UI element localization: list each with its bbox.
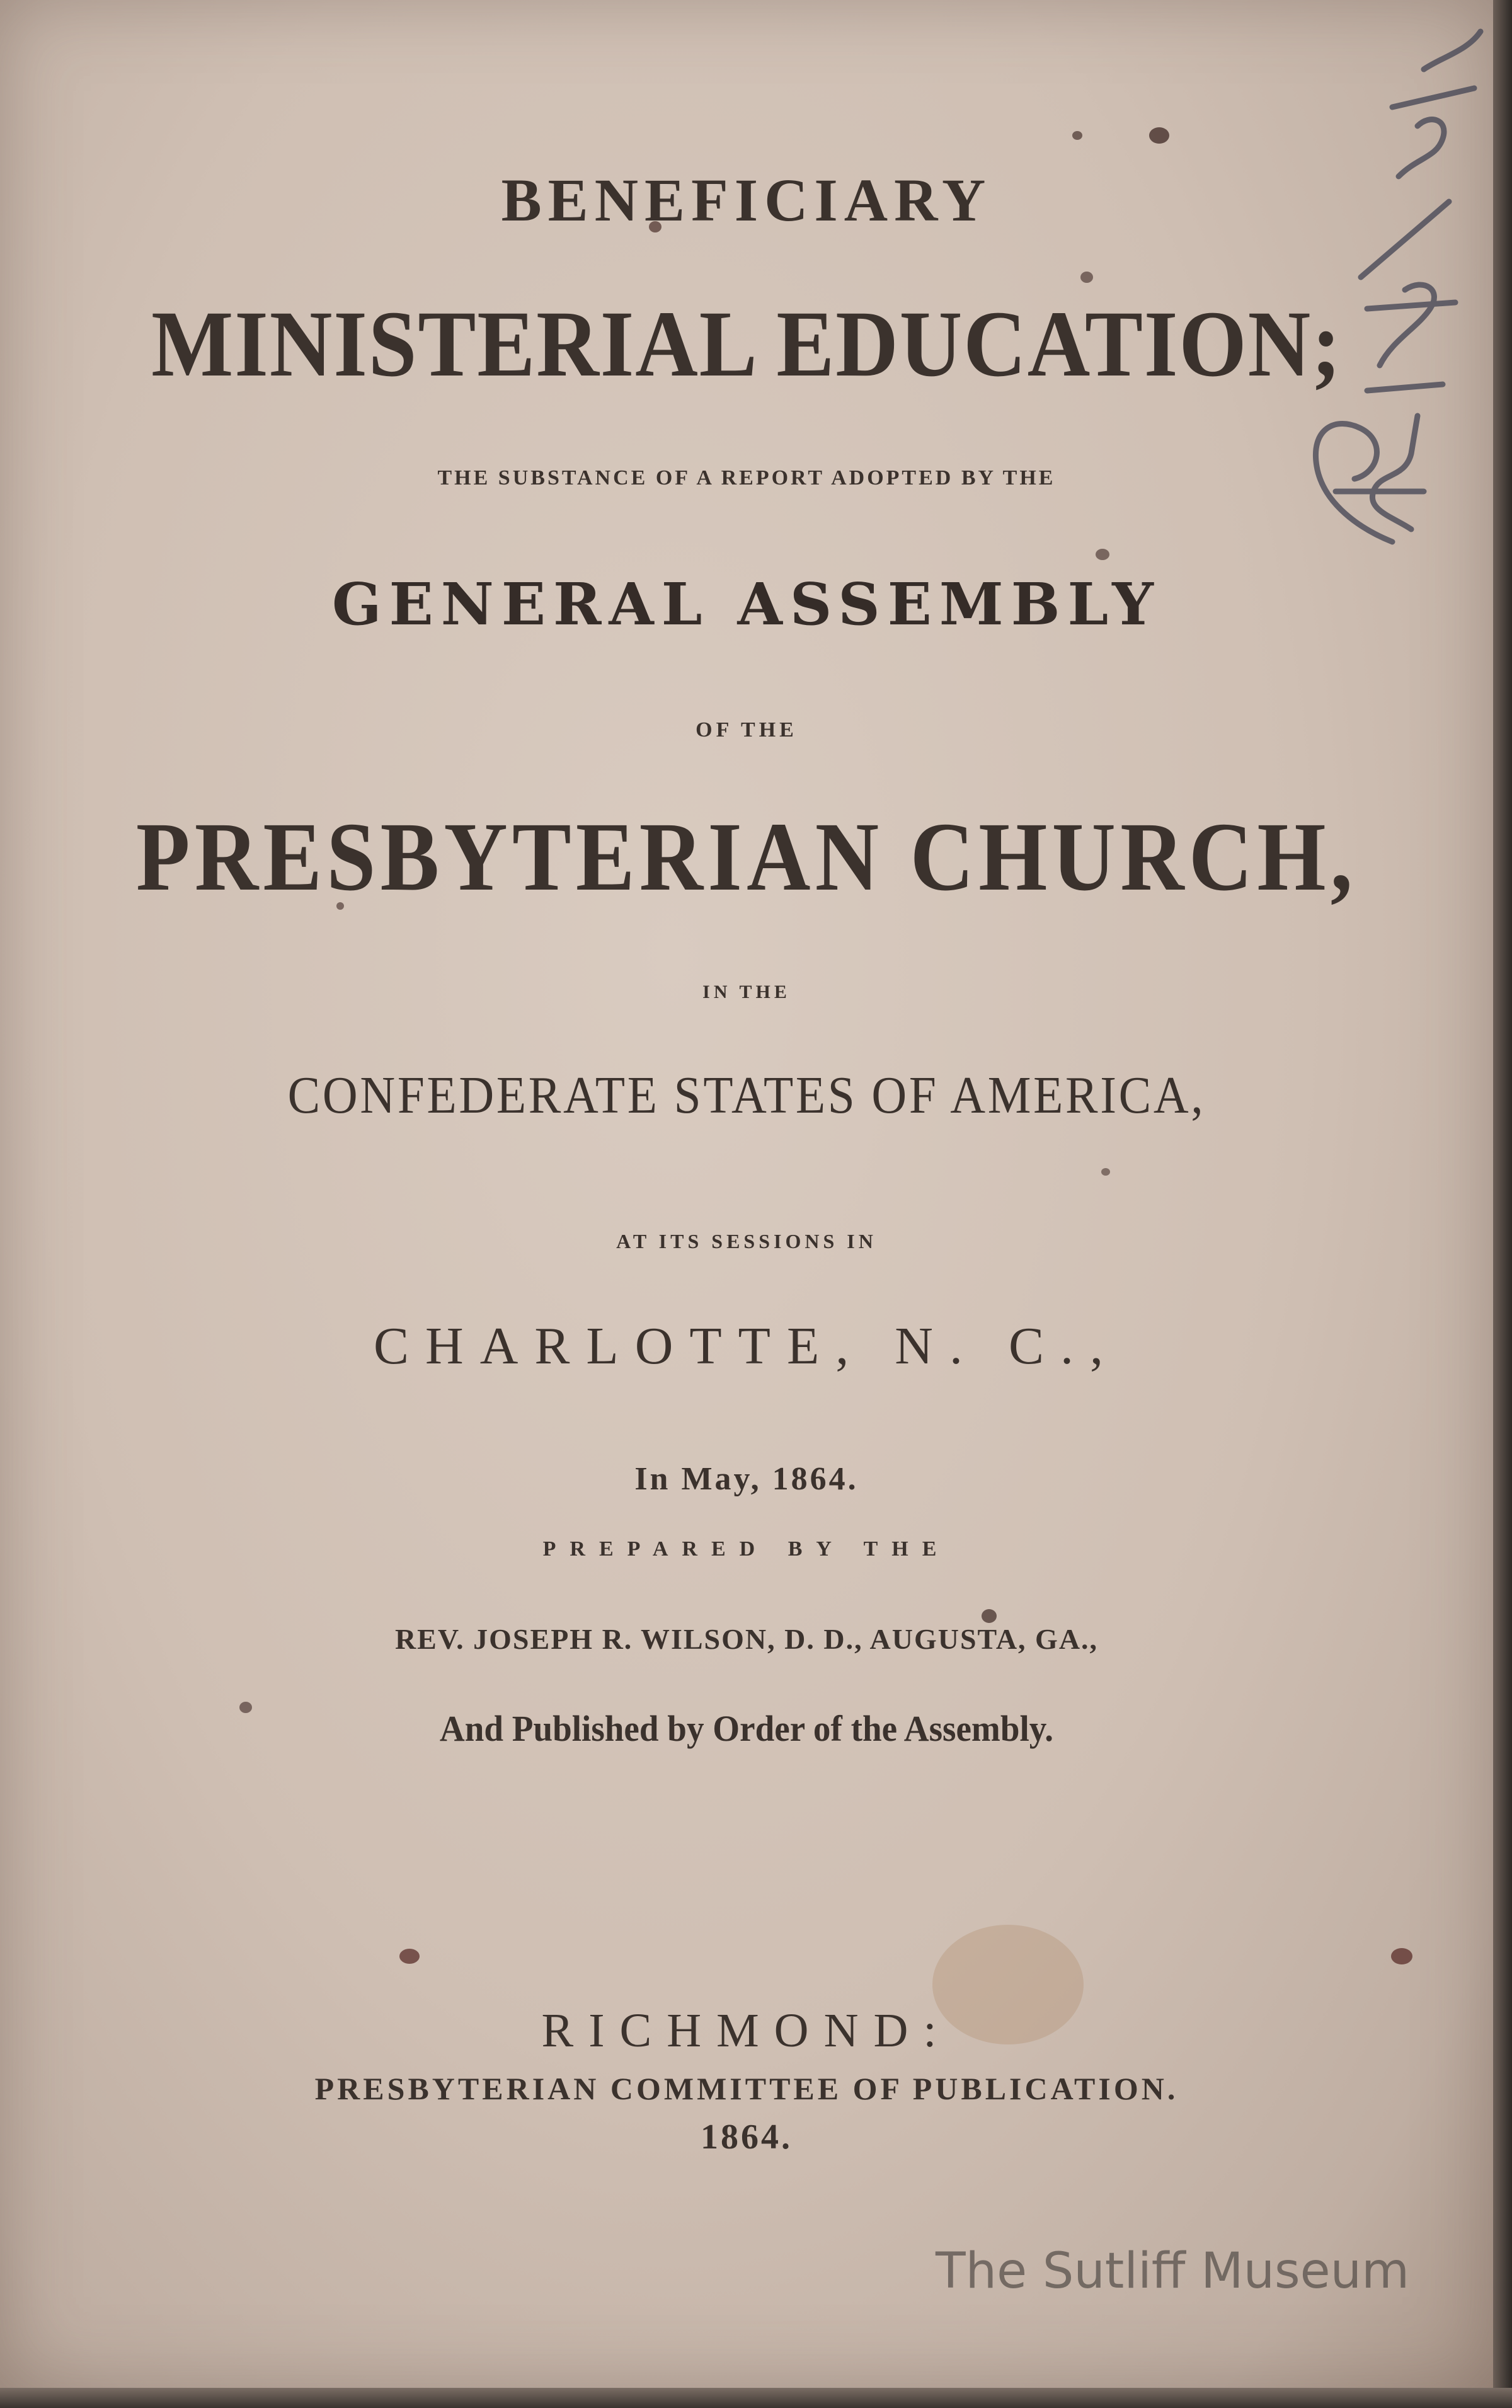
subtitle-of-the: OF THE [696, 718, 798, 742]
subtitle-in-the: IN THE [702, 982, 791, 1002]
museum-watermark: The Sutliff Museum [936, 2243, 1410, 2300]
title-presbyterian-church: PRESBYTERIAN CHURCH, [135, 802, 1358, 911]
title-beneficiary: BENEFICIARY [501, 166, 992, 234]
imprint-publisher: PRESBYTERIAN COMMITTEE OF PUBLICATION. [314, 2071, 1179, 2106]
title-confederate-states: CONFEDERATE STATES OF AMERICA, [287, 1066, 1206, 1125]
imprint-year: 1864. [701, 2118, 793, 2157]
title-charlotte: CHARLOTTE, N. C., [374, 1317, 1120, 1375]
date-line: In May, 1864. [634, 1461, 859, 1497]
title-ministerial-education: MINISTERIAL EDUCATION; [151, 292, 1342, 396]
page-bottom-shadow [0, 2388, 1512, 2408]
handwritten-signature [1266, 13, 1493, 580]
author-line: REV. JOSEPH R. WILSON, D. D., AUGUSTA, GA., [394, 1623, 1099, 1655]
published-by-order: And Published by Order of the Assembly. [439, 1708, 1054, 1749]
title-general-assembly: GENERAL ASSEMBLY [332, 570, 1161, 638]
subtitle-substance: THE SUBSTANCE OF A REPORT ADOPTED BY THE [437, 466, 1056, 490]
prepared-by: PREPARED BY THE [542, 1537, 951, 1561]
imprint-city: RICHMOND: [541, 2004, 952, 2057]
subtitle-sessions: AT ITS SESSIONS IN [616, 1230, 877, 1253]
page-edge-shadow [1493, 0, 1512, 2408]
